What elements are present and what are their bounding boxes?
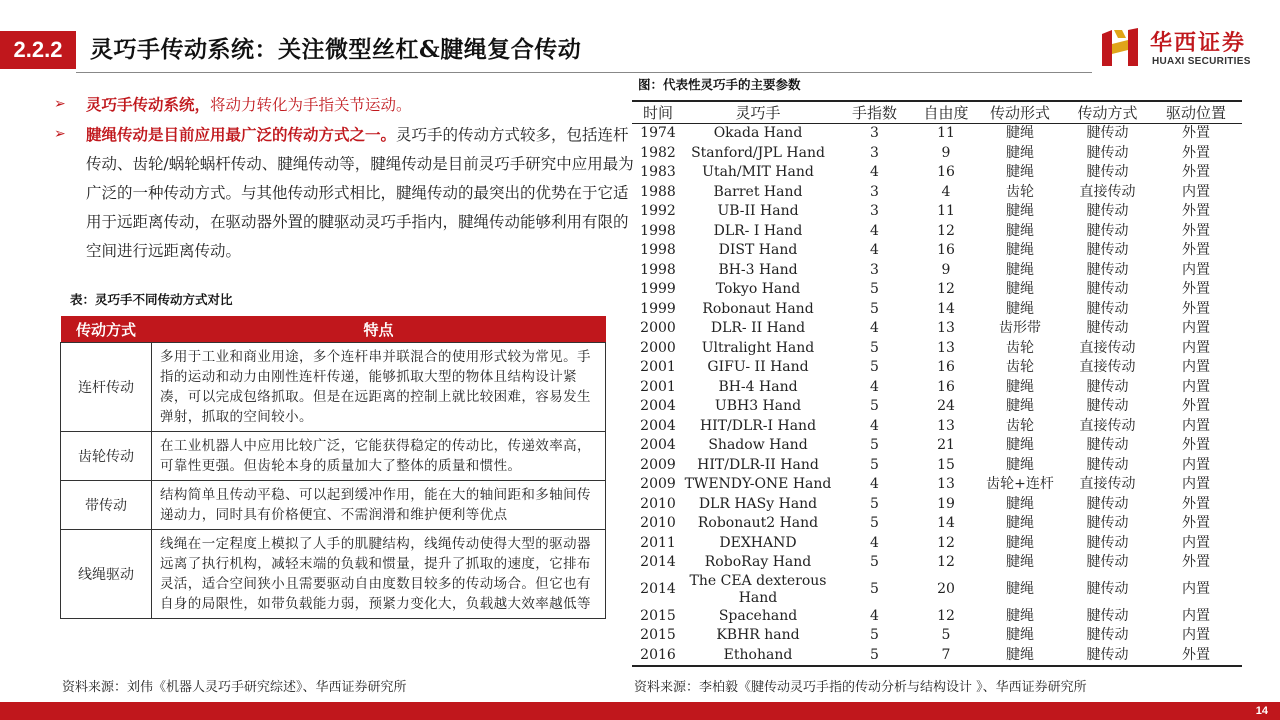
dof-cell: 21 — [937, 437, 955, 454]
finger-count-cell: 5 — [870, 495, 879, 512]
drive-location-cell: 外置 — [1182, 164, 1210, 181]
year-cell: 1999 — [640, 300, 676, 317]
finger-count-cell: 4 — [870, 417, 879, 434]
table-row — [632, 183, 1242, 203]
transmission-mode-cell: 腱传动 — [1086, 581, 1129, 597]
transmission-type: 带传动 — [61, 481, 152, 530]
transmission-form-cell: 腱绳 — [1006, 456, 1034, 473]
table-row — [632, 397, 1242, 417]
transmission-mode-cell: 腱传动 — [1086, 607, 1129, 624]
year-cell: 2004 — [640, 437, 676, 454]
transmission-form-cell: 腱绳 — [1006, 581, 1034, 597]
dof-cell: 11 — [937, 125, 955, 142]
hand-name-cell: Utah/MIT Hand — [702, 164, 814, 181]
transmission-features: 结构简单且传动平稳、可以起到缓冲作用，能在大的轴间距和多轴间传递动力，同时具有价格便宜、不需润滑和维护便利等优点 — [152, 481, 606, 530]
dof-cell: 14 — [937, 515, 955, 532]
dof-cell: 13 — [937, 339, 955, 356]
year-cell: 1982 — [640, 144, 676, 161]
table-row — [632, 144, 1242, 164]
year-cell: 2015 — [640, 627, 676, 644]
transmission-form-cell: 腱绳 — [1006, 515, 1034, 532]
drive-location-cell: 内置 — [1182, 534, 1210, 551]
bullet-item — [54, 90, 634, 120]
hand-name-cell: The CEA dexterous Hand — [689, 572, 827, 606]
finger-count-cell: 4 — [870, 476, 879, 493]
section-number: 2.2.2 — [0, 31, 76, 69]
drive-location-cell: 外置 — [1182, 515, 1210, 532]
finger-count-cell: 5 — [870, 359, 879, 376]
drive-location-cell: 内置 — [1182, 456, 1210, 473]
table-row — [632, 607, 1242, 627]
table-row — [61, 481, 606, 530]
transmission-form-cell: 腱绳 — [1006, 242, 1034, 259]
hand-name-cell: KBHR hand — [716, 627, 800, 644]
transmission-mode-cell: 腱传动 — [1086, 164, 1129, 181]
table-row — [632, 514, 1242, 534]
brand-logo — [1100, 26, 1270, 72]
column-header: 自由度 — [917, 101, 975, 124]
transmission-form-cell: 腱绳 — [1006, 607, 1034, 624]
column-header: 传动方式 — [1065, 101, 1150, 124]
table-row — [632, 222, 1242, 242]
finger-count-cell: 4 — [870, 242, 879, 259]
table-header-row — [61, 316, 606, 343]
drive-location-cell: 内置 — [1182, 320, 1210, 337]
table-row — [632, 241, 1242, 261]
transmission-mode-cell: 腱传动 — [1086, 437, 1129, 454]
drive-location-cell: 外置 — [1182, 300, 1210, 317]
year-cell: 2001 — [640, 359, 676, 376]
year-cell: 2000 — [640, 320, 676, 337]
drive-location-cell: 外置 — [1182, 242, 1210, 259]
arrow-bullet-icon: ➢ — [54, 126, 66, 142]
year-cell: 2014 — [640, 554, 676, 571]
footer-bar — [0, 702, 1280, 720]
dof-cell: 9 — [941, 144, 951, 161]
dof-cell: 7 — [941, 646, 951, 663]
finger-count-cell: 5 — [870, 627, 879, 644]
hand-name-cell: Shadow Hand — [708, 437, 808, 454]
hand-name-cell: UBH3 Hand — [714, 398, 802, 415]
hand-name-cell: Robonaut Hand — [702, 300, 814, 317]
transmission-mode-cell: 腱传动 — [1086, 646, 1129, 663]
transmission-form-cell: 腱绳 — [1006, 378, 1034, 395]
finger-count-cell: 5 — [870, 456, 879, 473]
transmission-form-cell: 腱绳 — [1006, 300, 1034, 317]
year-cell: 2015 — [640, 607, 676, 624]
transmission-features: 线绳在一定程度上模拟了人手的肌腱结构，线绳传动使得大型的驱动器远离了执行机构，减轻末端的负载和惯量，提升了抓取的速度，它排布灵活，适合空间狭小且需要驱动自由度数目较多的传动场合。但它也有自身的局限性，如带负载能力弱，预紧力变化大，负载越大效率越低等 — [152, 530, 606, 619]
transmission-mode-cell: 腱传动 — [1086, 534, 1129, 551]
column-header: 特点 — [152, 316, 606, 343]
bullet-lead-rest: 将动力转化为手指关节运动。 — [210, 96, 412, 114]
table-row — [632, 553, 1242, 573]
finger-count-cell: 4 — [870, 164, 879, 181]
transmission-form-cell: 腱绳 — [1006, 627, 1034, 644]
dof-cell: 13 — [937, 417, 955, 434]
drive-location-cell: 外置 — [1182, 398, 1210, 415]
transmission-form-cell: 腱绳 — [1006, 281, 1034, 298]
dof-cell: 15 — [937, 456, 955, 473]
dof-cell: 12 — [937, 534, 955, 551]
hand-name-cell: BH-3 Hand — [718, 261, 798, 278]
year-cell: 1998 — [640, 242, 676, 259]
brand-name-en: HUAXI SECURITIES — [1152, 56, 1251, 67]
finger-count-cell: 3 — [870, 203, 879, 220]
transmission-mode-cell: 腱传动 — [1086, 554, 1129, 571]
column-header: 传动方式 — [61, 316, 152, 343]
table-row — [632, 436, 1242, 456]
arrow-bullet-icon: ➢ — [54, 96, 66, 112]
title-divider — [76, 72, 1092, 73]
column-header: 驱动位置 — [1150, 101, 1242, 124]
drive-location-cell: 内置 — [1182, 378, 1210, 395]
year-cell: 1988 — [640, 183, 676, 200]
dof-cell: 9 — [941, 261, 951, 278]
hand-name-cell: Ultralight Hand — [701, 339, 815, 356]
dof-cell: 16 — [937, 378, 955, 395]
drive-location-cell: 内置 — [1182, 607, 1210, 624]
table-row — [632, 319, 1242, 339]
transmission-form-cell: 齿轮 — [1006, 359, 1034, 376]
transmission-mode-cell: 腱传动 — [1086, 456, 1129, 473]
drive-location-cell: 外置 — [1182, 554, 1210, 571]
dof-cell: 12 — [937, 607, 955, 624]
year-cell: 1999 — [640, 281, 676, 298]
transmission-form-cell: 齿形带 — [999, 320, 1041, 337]
hand-name-cell: Ethohand — [723, 646, 793, 663]
transmission-form-cell: 腱绳 — [1006, 437, 1034, 454]
table-row — [632, 417, 1242, 437]
hand-name-cell: DLR HASy Hand — [698, 495, 818, 512]
drive-location-cell: 内置 — [1182, 476, 1210, 493]
hand-name-cell: DLR- I Hand — [713, 222, 803, 239]
finger-count-cell: 5 — [870, 398, 879, 415]
transmission-type: 连杆传动 — [61, 343, 152, 432]
hand-name-cell: HIT/DLR-I Hand — [699, 417, 817, 434]
bullet-lead: 腱绳传动是目前应用最广泛的传动方式之一。 — [86, 125, 397, 144]
finger-count-cell: 3 — [870, 261, 879, 278]
year-cell: 2009 — [640, 456, 676, 473]
table-row — [61, 530, 606, 619]
drive-location-cell: 外置 — [1182, 222, 1210, 239]
transmission-mode-cell: 腱传动 — [1086, 261, 1129, 278]
table-body — [632, 124, 1242, 667]
table-row — [632, 646, 1242, 667]
huaxi-logo-icon — [1100, 26, 1140, 70]
drive-location-cell: 内置 — [1182, 183, 1210, 200]
year-cell: 2000 — [640, 339, 676, 356]
dof-cell: 12 — [937, 554, 955, 571]
year-cell: 2004 — [640, 417, 676, 434]
year-cell: 1974 — [640, 125, 676, 142]
transmission-mode-cell: 直接传动 — [1079, 359, 1136, 376]
bullet-body: 灵巧手的传动方式较多，包括连杆传动、齿轮/蜗轮蜗杆传动、腱绳传动等，腱绳传动是目前灵巧手研究中应用最为广泛的一种传动方式。与其他传动形式相比，腱绳传动的最突出的优势在于它适用于远距离传动，在驱动器外置的腱驱动灵巧手指内，腱绳传动能够利用有限的空间进行远距离传动。 — [86, 126, 634, 260]
drive-location-cell: 内置 — [1182, 627, 1210, 644]
hand-name-cell: Robonaut2 Hand — [697, 515, 819, 532]
transmission-form-cell: 腱绳 — [1006, 261, 1034, 278]
transmission-mode-cell: 腱传动 — [1086, 627, 1129, 644]
hand-name-cell: Tokyo Hand — [715, 281, 801, 298]
hand-name-cell: RoboRay Hand — [704, 554, 812, 571]
transmission-mode-cell: 直接传动 — [1079, 417, 1136, 434]
table-row — [632, 573, 1242, 607]
table-row — [632, 339, 1242, 359]
hand-name-cell: DIST Hand — [718, 242, 798, 259]
hand-name-cell: BH-4 Hand — [718, 378, 798, 395]
table-header-row — [632, 101, 1242, 124]
drive-location-cell: 内置 — [1182, 417, 1210, 434]
table-row — [632, 626, 1242, 646]
table-row — [632, 300, 1242, 320]
year-cell: 2011 — [640, 534, 676, 551]
drive-location-cell: 外置 — [1182, 646, 1210, 663]
transmission-mode-cell: 腱传动 — [1086, 320, 1129, 337]
transmission-mode-cell: 腱传动 — [1086, 378, 1129, 395]
bullet-item — [54, 120, 634, 266]
year-cell: 2016 — [640, 646, 676, 663]
transmission-mode-cell: 腱传动 — [1086, 242, 1129, 259]
transmission-mode-cell: 腱传动 — [1086, 281, 1129, 298]
finger-count-cell: 4 — [870, 320, 879, 337]
transmission-mode-cell: 直接传动 — [1079, 339, 1136, 356]
finger-count-cell: 3 — [870, 144, 879, 161]
dexterous-hand-params-table — [632, 100, 1242, 667]
transmission-type: 线绳驱动 — [61, 530, 152, 619]
year-cell: 2004 — [640, 398, 676, 415]
transmission-form-cell: 腱绳 — [1006, 495, 1034, 512]
transmission-mode-cell: 腱传动 — [1086, 515, 1129, 532]
table-row — [632, 163, 1242, 183]
dof-cell: 20 — [937, 581, 955, 597]
year-cell: 2014 — [640, 581, 676, 597]
right-table-caption: 图：代表性灵巧手的主要参数 — [638, 77, 801, 92]
table-row — [61, 343, 606, 432]
dof-cell: 24 — [937, 398, 955, 415]
hand-name-cell: DEXHAND — [719, 534, 797, 551]
hand-name-cell: HIT/DLR-II Hand — [697, 456, 819, 473]
year-cell: 1983 — [640, 164, 676, 181]
transmission-form-cell: 腱绳 — [1006, 125, 1034, 142]
column-header: 灵巧手 — [684, 101, 832, 124]
column-header: 传动形式 — [975, 101, 1065, 124]
transmission-mode-cell: 直接传动 — [1079, 476, 1136, 493]
dof-cell: 16 — [937, 359, 955, 376]
dof-cell: 14 — [937, 300, 955, 317]
transmission-form-cell: 腱绳 — [1006, 646, 1034, 663]
transmission-form-cell: 腱绳 — [1006, 144, 1034, 161]
transmission-form-cell: 腱绳 — [1006, 222, 1034, 239]
table-row — [632, 534, 1242, 554]
dof-cell: 16 — [937, 164, 955, 181]
drive-location-cell: 外置 — [1182, 144, 1210, 161]
table-row — [632, 495, 1242, 515]
transmission-features: 在工业机器人中应用比较广泛，它能获得稳定的传动比，传递效率高，可靠性更强。但齿轮本身的质量加大了整体的质量和惯性。 — [152, 432, 606, 481]
dof-cell: 12 — [937, 281, 955, 298]
hand-name-cell: TWENDY-ONE Hand — [684, 476, 832, 493]
drive-location-cell: 外置 — [1182, 203, 1210, 220]
finger-count-cell: 4 — [870, 222, 879, 239]
drive-location-cell: 内置 — [1182, 339, 1210, 356]
drive-location-cell: 内置 — [1182, 261, 1210, 278]
finger-count-cell: 5 — [870, 281, 879, 298]
transmission-mode-cell: 腱传动 — [1086, 203, 1129, 220]
left-source-note: 资料来源：刘伟《机器人灵巧手研究综述》、华西证券研究所 — [62, 680, 407, 695]
drive-location-cell: 外置 — [1182, 495, 1210, 512]
hand-name-cell: Spacehand — [718, 607, 798, 624]
finger-count-cell: 4 — [870, 378, 879, 395]
page-number: 14 — [1255, 705, 1268, 717]
year-cell: 2001 — [640, 378, 676, 395]
transmission-form-cell: 腱绳 — [1006, 203, 1034, 220]
finger-count-cell: 3 — [870, 183, 879, 200]
year-cell: 2010 — [640, 495, 676, 512]
drive-location-cell: 内置 — [1182, 581, 1210, 597]
transmission-mode-cell: 腱传动 — [1086, 222, 1129, 239]
bullet-lead: 灵巧手传动系统， — [86, 95, 211, 114]
bullet-list — [54, 90, 634, 266]
finger-count-cell: 5 — [870, 300, 879, 317]
table-row — [632, 202, 1242, 222]
transmission-form-cell: 腱绳 — [1006, 554, 1034, 571]
transmission-features: 多用于工业和商业用途，多个连杆串并联混合的使用形式较为常见。手指的运动和动力由刚性连杆传递，能够抓取大型的物体且结构设计紧凑，可以完成包络抓取。但是在远距离的控制上就比较困难，容易发生弹射，抓取的空间较小。 — [152, 343, 606, 432]
transmission-mode-cell: 腱传动 — [1086, 144, 1129, 161]
column-header: 手指数 — [832, 101, 917, 124]
year-cell: 1998 — [640, 261, 676, 278]
table-row — [632, 475, 1242, 495]
finger-count-cell: 4 — [870, 534, 879, 551]
drive-location-cell: 外置 — [1182, 281, 1210, 298]
hand-name-cell: UB-II Hand — [717, 203, 799, 220]
finger-count-cell: 5 — [870, 515, 879, 532]
transmission-mode-cell: 腱传动 — [1086, 495, 1129, 512]
drive-location-cell: 外置 — [1182, 437, 1210, 454]
transmission-mode-cell: 直接传动 — [1079, 183, 1136, 200]
hand-name-cell: Stanford/JPL Hand — [691, 144, 825, 161]
finger-count-cell: 5 — [870, 437, 879, 454]
drive-location-cell: 内置 — [1182, 359, 1210, 376]
table-row — [632, 456, 1242, 476]
dof-cell: 16 — [937, 242, 955, 259]
table-row — [61, 432, 606, 481]
transmission-comparison-table — [60, 316, 606, 619]
finger-count-cell: 3 — [870, 125, 879, 142]
finger-count-cell: 5 — [870, 646, 879, 663]
drive-location-cell: 外置 — [1182, 125, 1210, 142]
year-cell: 1992 — [640, 203, 676, 220]
page-title: 灵巧手传动系统：关注微型丝杠&腱绳复合传动 — [90, 36, 582, 63]
dof-cell: 5 — [941, 627, 951, 644]
table-row — [632, 378, 1242, 398]
dof-cell: 19 — [937, 495, 955, 512]
transmission-form-cell: 齿轮+连杆 — [986, 476, 1054, 493]
hand-name-cell: Okada Hand — [713, 125, 803, 142]
transmission-form-cell: 腱绳 — [1006, 164, 1034, 181]
transmission-mode-cell: 腱传动 — [1086, 398, 1129, 415]
transmission-form-cell: 齿轮 — [1006, 339, 1034, 356]
transmission-form-cell: 齿轮 — [1006, 417, 1034, 434]
dof-cell: 12 — [937, 222, 955, 239]
right-source-note: 资料来源：李柏毅《腱传动灵巧手指的传动分析与结构设计 》、华西证券研究所 — [634, 680, 1087, 695]
transmission-form-cell: 齿轮 — [1006, 183, 1034, 200]
transmission-type: 齿轮传动 — [61, 432, 152, 481]
table-row — [632, 261, 1242, 281]
transmission-mode-cell: 腱传动 — [1086, 125, 1129, 142]
transmission-form-cell: 腱绳 — [1006, 398, 1034, 415]
table-row — [632, 358, 1242, 378]
year-cell: 2010 — [640, 515, 676, 532]
left-table-caption: 表：灵巧手不同传动方式对比 — [70, 292, 233, 307]
year-cell: 1998 — [640, 222, 676, 239]
dof-cell: 13 — [937, 320, 955, 337]
year-cell: 2009 — [640, 476, 676, 493]
dof-cell: 11 — [937, 203, 955, 220]
dof-cell: 4 — [941, 183, 951, 200]
finger-count-cell: 5 — [870, 554, 879, 571]
transmission-form-cell: 腱绳 — [1006, 534, 1034, 551]
hand-name-cell: DLR- II Hand — [710, 320, 806, 337]
finger-count-cell: 4 — [870, 607, 879, 624]
finger-count-cell: 5 — [870, 581, 879, 597]
transmission-mode-cell: 腱传动 — [1086, 300, 1129, 317]
dof-cell: 13 — [937, 476, 955, 493]
table-row — [632, 280, 1242, 300]
table-row — [632, 124, 1242, 144]
brand-name-cn: 华西证券 — [1150, 31, 1247, 56]
hand-name-cell: GIFU- II Hand — [707, 359, 809, 376]
column-header: 时间 — [632, 101, 684, 124]
finger-count-cell: 5 — [870, 339, 879, 356]
hand-name-cell: Barret Hand — [713, 183, 803, 200]
